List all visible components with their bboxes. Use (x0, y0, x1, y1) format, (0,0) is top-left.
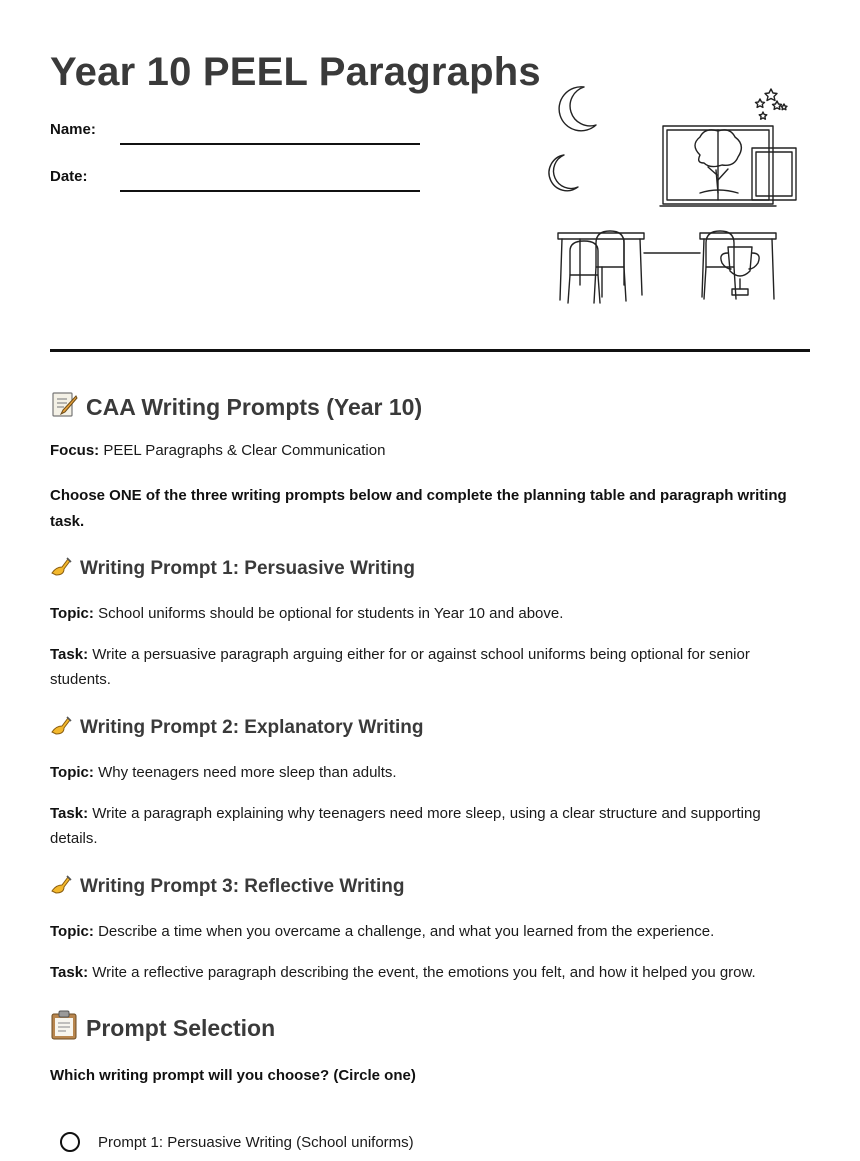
prompt-2-heading (50, 714, 810, 742)
prompt-option-label: Prompt 1: Persuasive Writing (School uniforms) (98, 1133, 414, 1151)
stars-icon (756, 89, 788, 119)
date-label: Date: (50, 168, 88, 185)
prompt-3-title: Writing Prompt 3: Reflective Writing (80, 876, 405, 897)
window-icon (660, 126, 776, 206)
name-field[interactable] (50, 116, 430, 146)
name-label: Name: (50, 121, 96, 138)
board-icon (752, 148, 796, 200)
focus-line (50, 438, 810, 463)
topic-text: School uniforms should be optional for students in Year 10 and above. (98, 605, 564, 622)
topic-text: Why teenagers need more sleep than adults. (98, 764, 397, 781)
prompt-1-title: Writing Prompt 1: Persuasive Writing (80, 558, 416, 579)
date-field[interactable] (50, 163, 430, 193)
prompt-1-topic (50, 601, 810, 626)
trophy-icon (721, 247, 759, 295)
section-heading-writing-prompts (50, 390, 810, 424)
section-heading-prompt-selection (50, 1010, 810, 1046)
topic-text: Describe a time when you overcame a challenge, and what you learned from the experience. (98, 923, 715, 940)
clipboard-icon (50, 1010, 78, 1046)
focus-value: PEEL Paragraphs & Clear Communication (103, 442, 386, 459)
name-line[interactable] (120, 143, 420, 145)
desk-icon (558, 231, 644, 303)
prompt-1-task (50, 642, 810, 692)
moon-icon (559, 87, 596, 131)
task-text: Write a paragraph explaining why teenagers need more sleep, using a clear structure and supporting details. (50, 805, 761, 847)
prompt-2-topic (50, 760, 810, 785)
prompt-3-task (50, 960, 810, 985)
writing-hand-icon (50, 555, 72, 583)
page-title: Year 10 PEEL Paragraphs (50, 50, 541, 94)
moon-icon (549, 155, 578, 191)
writing-hand-icon (50, 714, 72, 742)
focus-label: Focus: (50, 442, 100, 459)
task-label: Task: (50, 805, 89, 822)
prompt-1-heading (50, 555, 810, 583)
topic-label: Topic: (50, 923, 94, 940)
prompt-option-1[interactable] (60, 1132, 414, 1152)
instruction-text: Choose ONE of the three writing prompts below and complete the planning table and paragraph writing task. (50, 487, 787, 530)
memo-icon (50, 390, 78, 424)
classroom-illustration-icon (540, 75, 810, 310)
writing-hand-icon (50, 873, 72, 901)
prompt-2-task (50, 801, 810, 851)
prompt-3-heading (50, 873, 810, 901)
worksheet-page (50, 0, 810, 1151)
task-label: Task: (50, 964, 89, 981)
prompt-2-title: Writing Prompt 2: Explanatory Writing (80, 717, 424, 738)
selection-question: Which writing prompt will you choose? (Circle one) (50, 1067, 416, 1084)
date-line[interactable] (120, 190, 420, 192)
section-title: Prompt Selection (86, 1014, 276, 1041)
task-label: Task: (50, 646, 89, 663)
topic-label: Topic: (50, 605, 94, 622)
topic-label: Topic: (50, 764, 94, 781)
worksheet-header (50, 0, 810, 352)
radio-circle[interactable] (60, 1132, 80, 1152)
section-title: CAA Writing Prompts (Year 10) (86, 393, 423, 420)
task-text: Write a reflective paragraph describing the event, the emotions you felt, and how it helped you grow. (92, 964, 756, 981)
prompt-3-topic (50, 919, 810, 944)
task-text: Write a persuasive paragraph arguing either for or against school uniforms being optional for senior students. (50, 646, 750, 688)
